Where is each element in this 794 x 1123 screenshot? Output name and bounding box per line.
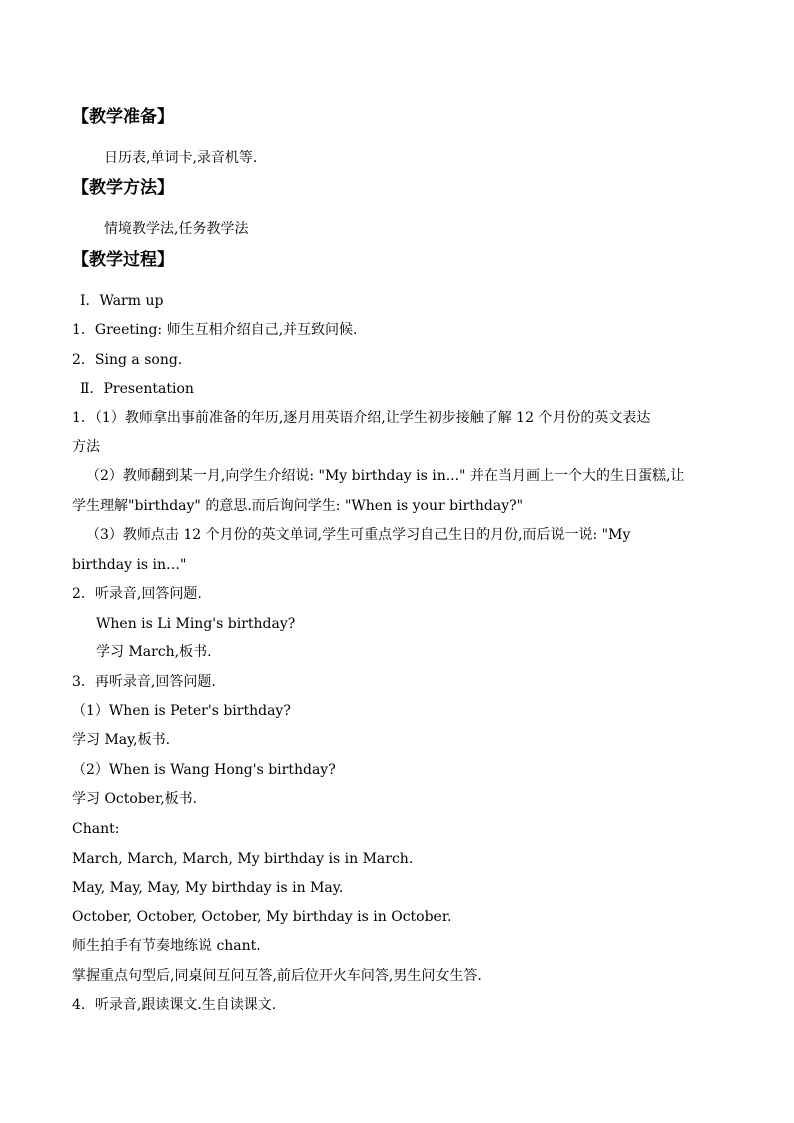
- process-line: March, March, March, My birthday is in March.: [72, 851, 414, 867]
- process-line: October, October, October, My birthday is in October.: [72, 909, 452, 925]
- process-line: 2．听录音,回答问题.: [72, 586, 202, 602]
- heading-teaching-process: 【教学过程】: [72, 250, 174, 270]
- process-line: （2）教师翻到某一月,向学生介绍说: "My birthday is in..." 并在当月画上一个大的生日蛋糕,让: [86, 468, 685, 484]
- process-line: 学习 March,板书.: [96, 644, 212, 660]
- method-text: 情境教学法,任务教学法: [104, 221, 249, 237]
- process-line: 1．（1）教师拿出事前准备的年历,逐月用英语介绍,让学生初步接触了解 12 个月份的英文表达: [72, 410, 651, 426]
- heading-teaching-preparation: 【教学准备】: [72, 107, 174, 127]
- process-line: 3．再听录音,回答问题.: [72, 674, 216, 690]
- process-line: 方法: [72, 439, 100, 455]
- process-line: Ⅰ．Warm up: [80, 293, 164, 309]
- process-line: 掌握重点句型后,同桌间互问互答,前后位开火车问答,男生问女生答.: [72, 968, 482, 984]
- process-line: 学习 October,板书.: [72, 791, 198, 807]
- process-line: （3）教师点击 12 个月份的英文单词,学生可重点学习自己生日的月份,而后说一说: "My: [86, 527, 631, 543]
- process-line: （1）When is Peter's birthday?: [72, 703, 291, 719]
- process-line: 4．听录音,跟读课文.生自读课文.: [72, 997, 277, 1013]
- process-line: birthday is in…": [72, 557, 187, 573]
- process-line: 学习 May,板书.: [72, 732, 171, 748]
- process-line: Chant:: [72, 821, 120, 837]
- process-line: 2．Sing a song.: [72, 352, 183, 368]
- heading-teaching-method: 【教学方法】: [72, 178, 174, 198]
- process-line: May, May, May, My birthday is in May.: [72, 880, 344, 896]
- preparation-text: 日历表,单词卡,录音机等.: [104, 150, 258, 166]
- process-line: When is Li Ming's birthday?: [96, 616, 296, 632]
- process-line: 学生理解"birthday" 的意思.而后询问学生: "When is your birthday?": [72, 498, 524, 514]
- process-line: （2）When is Wang Hong's birthday?: [72, 762, 336, 778]
- process-line: 师生拍手有节奏地练说 chant.: [72, 938, 261, 954]
- process-line: 1．Greeting: 师生互相介绍自己,并互致问候.: [72, 322, 358, 338]
- process-line: Ⅱ．Presentation: [80, 381, 194, 397]
